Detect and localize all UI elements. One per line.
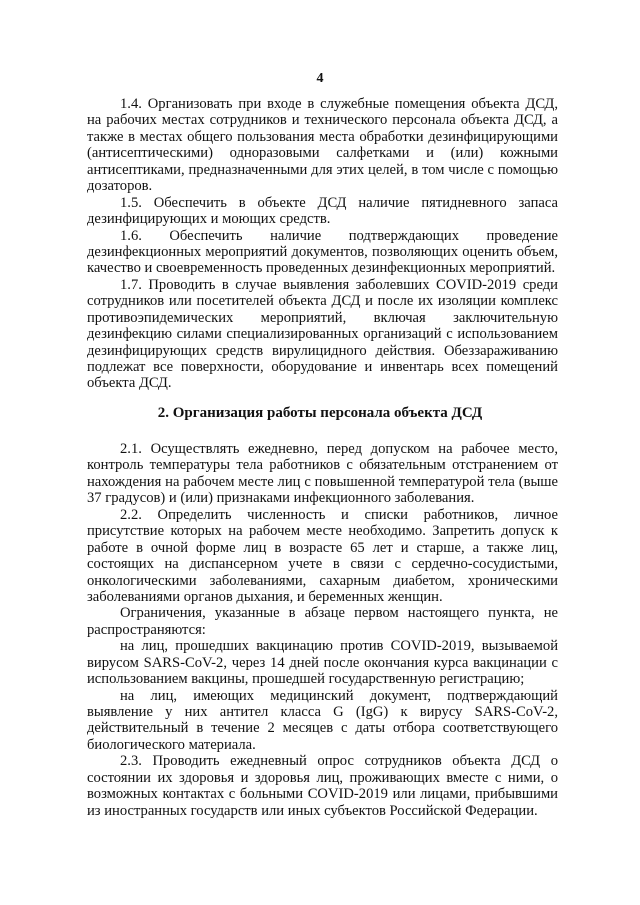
- paragraph: [87, 277, 558, 392]
- text-line: 2.1. Осуществлять ежедневно, перед допуском на рабочее место,: [120, 441, 558, 457]
- paragraph: [87, 195, 558, 228]
- text-line: 1.5. Обеспечить в объекте ДСД наличие пятидневного запаса: [120, 194, 558, 211]
- paragraph: [87, 441, 558, 507]
- text-line: дезинфицирующих средств вирулицидного действия. Обеззараживанию: [87, 342, 558, 359]
- text-line: онкологическими заболеваниями, сахарным диабетом, хроническими: [87, 572, 558, 589]
- text-line: дезинфекционных мероприятий документов, позволяющих оценить объем,: [87, 243, 558, 260]
- text-line: дезинфекцию силами специализированных организаций с использованием: [87, 326, 558, 343]
- text-line: 2.2. Определить численность и списки работников, личное: [120, 506, 558, 523]
- text-line: 2.3. Проводить ежедневный опрос сотрудников объекта ДСД о: [120, 753, 558, 770]
- text-line: состоянии их здоровья и здоровья лиц, проживающих вместе с ними, о: [87, 769, 558, 786]
- text-line: объекта ДСД.: [87, 375, 172, 392]
- text-line: 37 градусов) и (или) признаками инфекционного заболевания.: [87, 490, 475, 507]
- text-line: работе в очной форме лиц в возрасте 65 лет и старше, а также лиц,: [87, 539, 558, 556]
- text-line: контроль температуры тела работников с обязательным отстранением от: [87, 457, 558, 474]
- text-line: 1.7. Проводить в случае выявления заболевших COVID-2019 среди: [120, 276, 558, 293]
- paragraph: [87, 228, 558, 277]
- section-heading: 2. Организация работы персонала объекта ДСД: [157, 405, 483, 421]
- page-number: 4: [316, 71, 324, 86]
- text-line: вирусом SARS-CoV-2, через 14 дней после окончания курса вакцинации с: [87, 654, 558, 671]
- text-line: Ограничения, указанные в абзаце первом настоящего пункта, не: [120, 605, 558, 622]
- text-line: состоящих на диспансерном учете в связи с сердечно-сосудистыми,: [87, 556, 558, 573]
- text-line: на лиц, имеющих медицинский документ, подтверждающий: [120, 687, 558, 704]
- text-line: биологического материала.: [87, 736, 256, 753]
- paragraph: [87, 507, 558, 606]
- text-line: дезинфицирующих и моющих средств.: [87, 211, 331, 228]
- text-line: противоэпидемических мероприятий, включая заключительную: [87, 309, 558, 326]
- text-line: использованием вакцины, прошедшей государственную регистрацию;: [87, 671, 525, 688]
- section-2-body: [87, 441, 558, 819]
- paragraph: [87, 605, 558, 638]
- text-line: нахождения на рабочем месте лиц с повышенной температурой тела (выше: [87, 473, 558, 490]
- text-line: 1.6. Обеспечить наличие подтверждающих проведение: [120, 227, 558, 244]
- text-line: антисептиками, предназначенными для этих целей, в том числе с помощью: [87, 161, 558, 178]
- paragraph: [87, 96, 558, 195]
- text-line: качество и своевременность проведенных дезинфекционных мероприятий.: [87, 260, 556, 277]
- text-line: сотрудников или посетителей объекта ДСД и после их изоляции комплекс: [87, 293, 558, 310]
- text-line: присутствие которых на рабочем месте необходимо. Запретить допуск к: [87, 523, 558, 540]
- paragraph: [87, 688, 558, 754]
- text-line: заболеваниями органов дыхания, и беременных женщин.: [87, 588, 443, 605]
- text-line: распространяются:: [87, 621, 206, 638]
- text-line: возможных контактах с больными COVID-2019 или лицами, прибывшими: [87, 786, 558, 803]
- text-line: также в местах общего пользования места обработки дезинфицирующими: [87, 128, 558, 145]
- text-line: (антисептическими) одноразовыми салфетками и (или) кожными: [87, 145, 558, 162]
- text-line: выявление у них антител класса G (IgG) к вирусу SARS-CoV-2,: [87, 704, 558, 720]
- text-line: на рабочих местах сотрудников и технического персонала объекта ДСД, а: [87, 112, 558, 129]
- paragraph: [87, 638, 558, 687]
- text-line: дозаторов.: [87, 178, 153, 195]
- section-1-body: [87, 96, 558, 392]
- text-line: подлежат все поверхности, оборудование и инвентарь всех помещений: [87, 359, 558, 375]
- text-line: из иностранных государств или иных субъектов Российской Федерации.: [87, 802, 538, 819]
- text-line: действительный в течение 2 месяцев с даты отбора соответствующего: [87, 720, 558, 737]
- text-line: на лиц, прошедших вакцинацию против COVID-2019, вызываемой: [120, 638, 558, 655]
- paragraph: [87, 753, 558, 819]
- text-line: 1.4. Организовать при входе в служебные помещения объекта ДСД,: [120, 96, 558, 112]
